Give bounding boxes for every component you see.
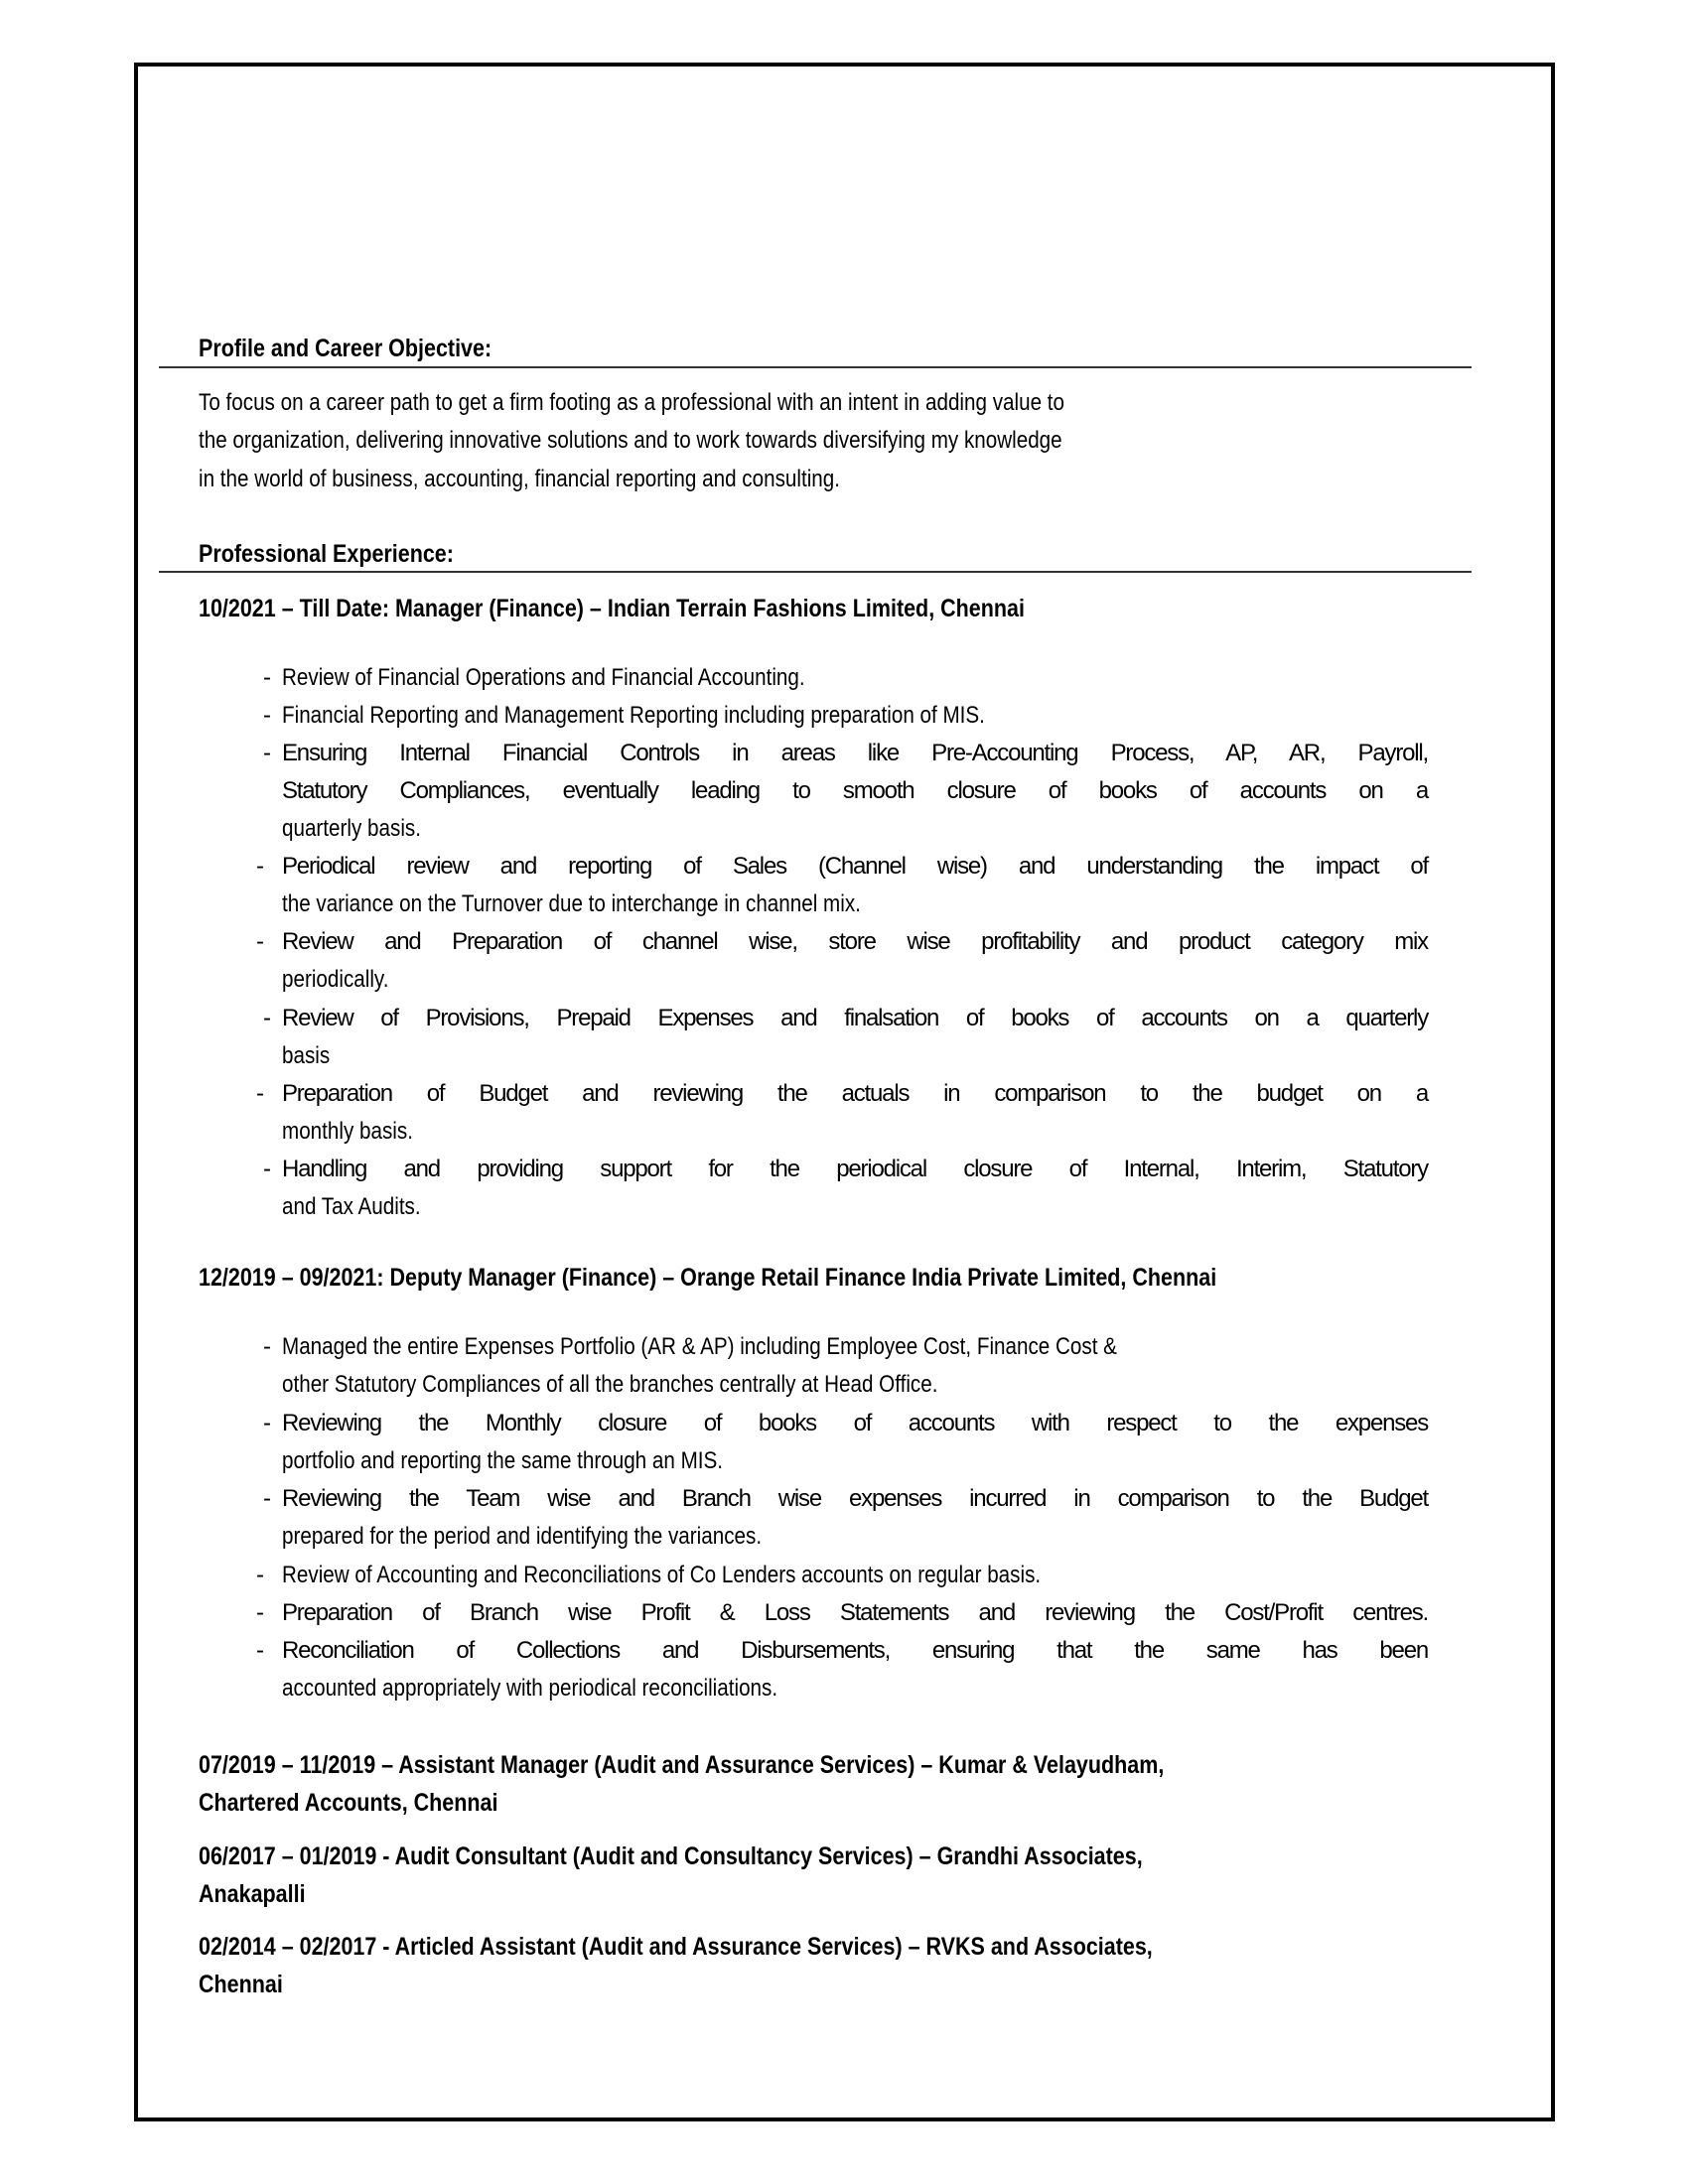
bullet-line: accounted appropriately with periodical reconciliations.	[282, 1675, 778, 1702]
bullet-line: the variance on the Turnover due to interchange in channel mix.	[282, 890, 861, 917]
bullet-line: Handling and providing support for the periodical closure of Internal, Interim, Statutory	[282, 1156, 1428, 1182]
bullet-dash: -	[256, 1637, 264, 1664]
bullet-line: Financial Reporting and Management Reporting including preparation of MIS.	[282, 702, 985, 729]
bullet-line: quarterly basis.	[282, 815, 421, 842]
bullet-dash: -	[263, 1005, 271, 1031]
bullet-dash: -	[263, 1156, 271, 1182]
bullet-line: Preparation of Budget and reviewing the actuals in comparison to the budget on a	[282, 1080, 1428, 1107]
bullet-line: Periodical review and reporting of Sales (Channel wise) and understanding the impact of	[282, 853, 1428, 880]
profile-text-line: in the world of business, accounting, financial reporting and consulting.	[199, 466, 840, 492]
bullet-dash: -	[263, 1333, 271, 1360]
bullet-dash: -	[256, 1562, 264, 1588]
bullet-line: Review of Provisions, Prepaid Expenses and finalsation of books of accounts on a quarterly	[282, 1005, 1428, 1031]
experience-divider	[159, 571, 1472, 573]
job-title: 06/2017 – 01/2019 - Audit Consultant (Audit and Consultancy Services) – Grandhi Associates,	[199, 1843, 1143, 1870]
job-title: 10/2021 – Till Date: Manager (Finance) – Indian Terrain Fashions Limited, Chennai	[199, 595, 1025, 622]
bullet-line: other Statutory Compliances of all the branches centrally at Head Office.	[282, 1371, 938, 1398]
bullet-line: Reconciliation of Collections and Disbursements, ensuring that the same has been	[282, 1637, 1428, 1664]
bullet-line: basis	[282, 1042, 331, 1069]
bullet-line: Preparation of Branch wise Profit & Loss Statements and reviewing the Cost/Profit centres.	[282, 1599, 1428, 1626]
bullet-dash: -	[256, 1080, 264, 1107]
job-title: 02/2014 – 02/2017 - Articled Assistant (Audit and Assurance Services) – RVKS and Associates,	[199, 1933, 1153, 1961]
bullet-line: Review and Preparation of channel wise, store wise profitability and product category mix	[282, 928, 1428, 955]
bullet-line: Ensuring Internal Financial Controls in areas like Pre-Accounting Process, AP, AR, Payroll,	[282, 740, 1428, 766]
bullet-dash: -	[263, 1410, 271, 1436]
bullet-dash: -	[256, 1599, 264, 1626]
bullet-line: monthly basis.	[282, 1118, 413, 1145]
bullet-line: portfolio and reporting the same through an MIS.	[282, 1447, 724, 1474]
experience-heading: Professional Experience:	[199, 540, 454, 568]
bullet-line: Statutory Compliances, eventually leading to smooth closure of books of accounts on a	[282, 777, 1428, 804]
bullet-line: periodically.	[282, 966, 389, 993]
bullet-line: prepared for the period and identifying the variances.	[282, 1523, 763, 1550]
bullet-dash: -	[256, 853, 264, 880]
bullet-dash: -	[263, 1485, 271, 1512]
job-title: Chennai	[199, 1971, 283, 1998]
bullet-line: Review of Accounting and Reconciliations of Co Lenders accounts on regular basis.	[282, 1562, 1042, 1588]
profile-heading: Profile and Career Objective:	[199, 335, 492, 362]
bullet-line: and Tax Audits.	[282, 1193, 421, 1220]
bullet-line: Reviewing the Team wise and Branch wise expenses incurred in comparison to the Budget	[282, 1485, 1428, 1512]
bullet-dash: -	[263, 702, 271, 729]
job-title: 07/2019 – 11/2019 – Assistant Manager (Audit and Assurance Services) – Kumar & Velayudham,	[199, 1751, 1165, 1779]
bullet-dash: -	[263, 664, 271, 691]
profile-divider	[159, 366, 1472, 368]
bullet-dash: -	[256, 928, 264, 955]
job-title: Chartered Accounts, Chennai	[199, 1789, 498, 1817]
bullet-dash: -	[263, 740, 271, 766]
bullet-line: Reviewing the Monthly closure of books of accounts with respect to the expenses	[282, 1410, 1428, 1436]
bullet-line: Managed the entire Expenses Portfolio (AR & AP) including Employee Cost, Finance Cost &	[282, 1333, 1117, 1360]
profile-text-line: To focus on a career path to get a firm footing as a professional with an intent in adding value to	[199, 389, 1064, 416]
profile-text-line: the organization, delivering innovative solutions and to work towards diversifying my knowledge	[199, 427, 1062, 454]
job-title: 12/2019 – 09/2021: Deputy Manager (Finance) – Orange Retail Finance India Private Limited, Chennai	[199, 1264, 1217, 1292]
bullet-line: Review of Financial Operations and Financial Accounting.	[282, 664, 805, 691]
job-title: Anakapalli	[199, 1880, 306, 1908]
